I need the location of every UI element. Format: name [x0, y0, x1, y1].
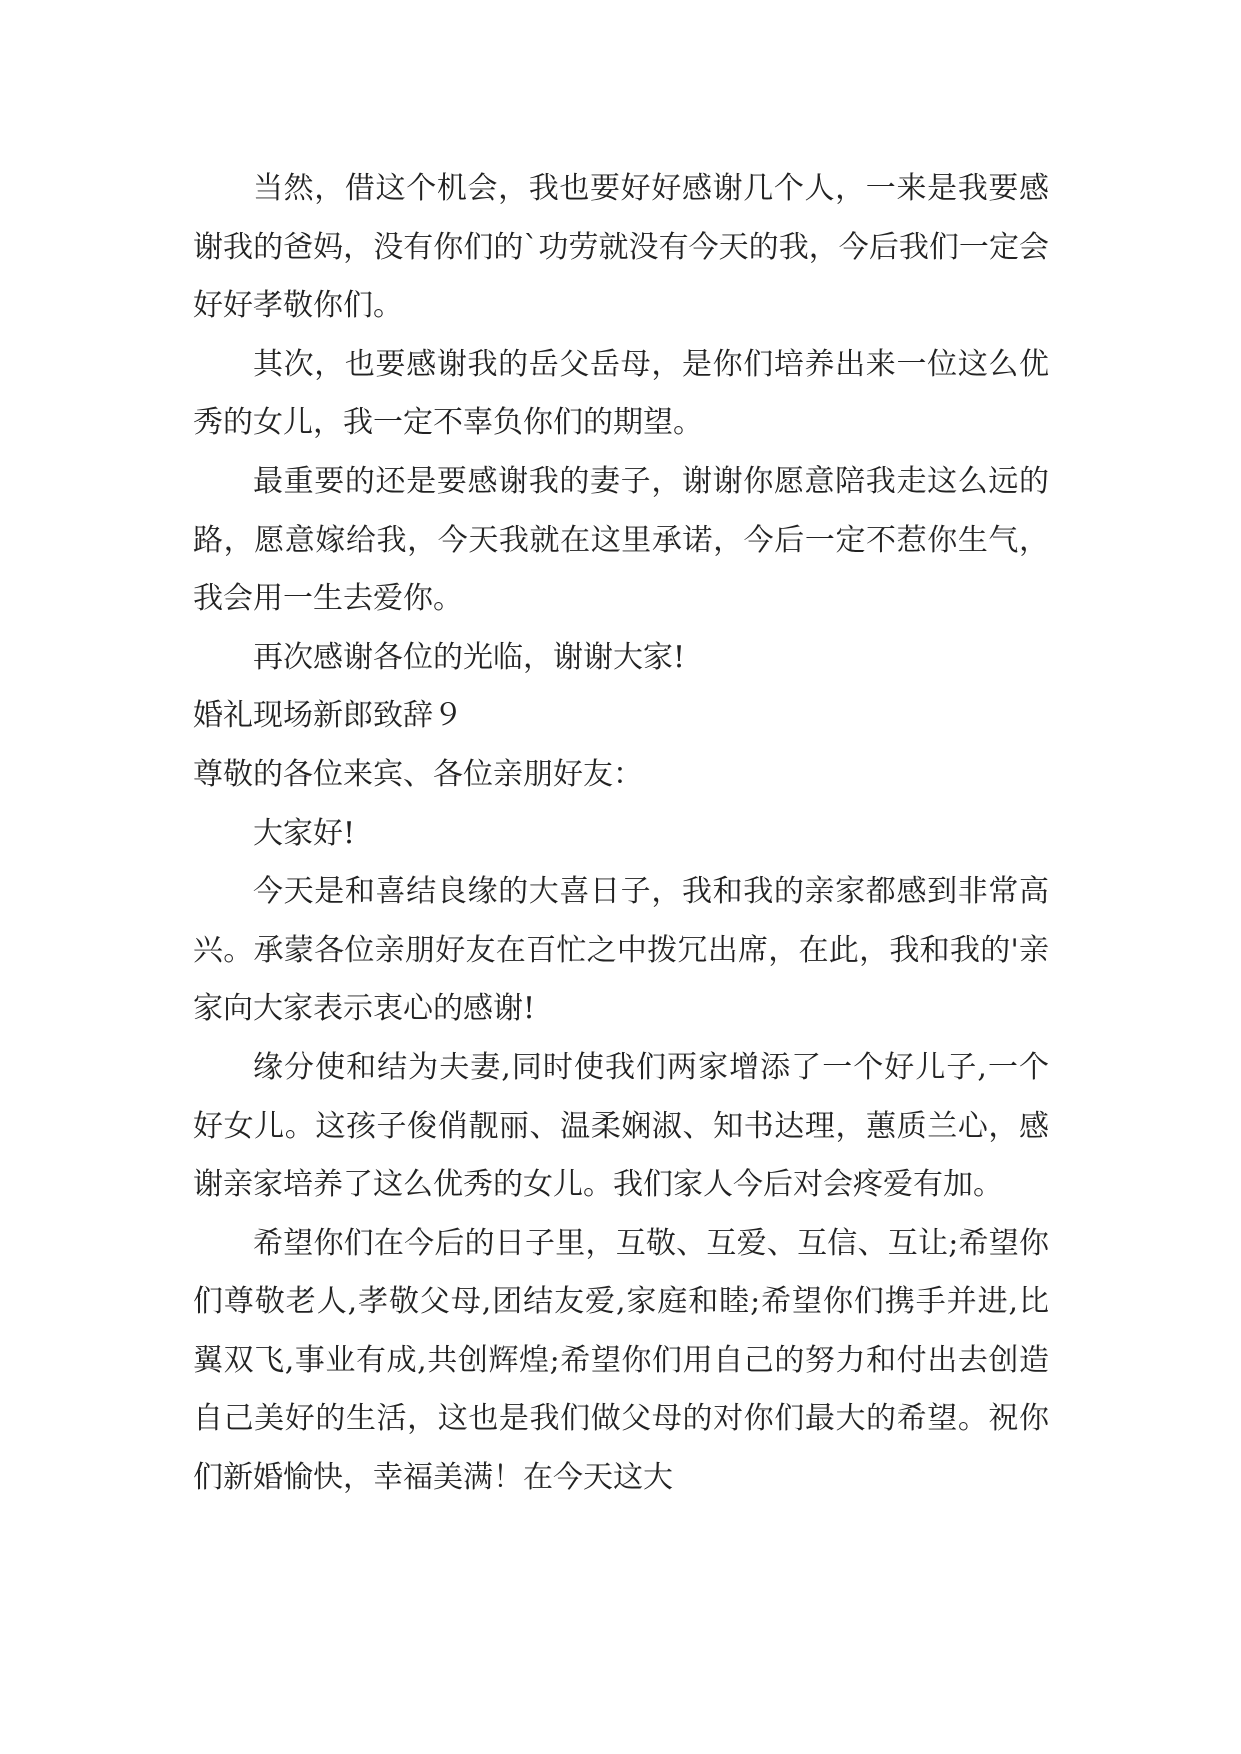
document-body	[193, 160, 1049, 1508]
section-title: 婚礼现场新郎致辞９	[193, 698, 463, 734]
paragraph-closing-thanks: 再次感谢各位的光临，谢谢大家!	[253, 639, 686, 675]
paragraph-wedding-day: 今天是和喜结良缘的大喜日子，我和我的亲家都感到非常高兴。承蒙各位亲朋好友在百忙之中拨冗出席，在此，我和我的'亲家向大家表示衷心的感谢!	[193, 874, 1049, 1027]
paragraph-greeting: 大家好!	[253, 815, 356, 851]
paragraph-union: 缘分使和结为夫妻,同时使我们两家增添了一个好儿子,一个好女儿。这孩子俊俏靓丽、温柔娴淑、知书达理，蕙质兰心，感谢亲家培养了这么优秀的女儿。我们家人今后对会疼爱有加。	[193, 1049, 1049, 1203]
paragraph-thanks-wife: 最重要的还是要感谢我的妻子，谢谢你愿意陪我走这么远的路，愿意嫁给我，今天我就在这里承诺，今后一定不惹你生气，我会用一生去爱你。	[193, 463, 1049, 617]
salutation: 尊敬的各位来宾、各位亲朋好友：	[193, 756, 643, 792]
paragraph-thanks-parents: 当然，借这个机会，我也要好好感谢几个人，一来是我要感谢我的爸妈，没有你们的`功劳就没有今天的我，今后我们一定会好好孝敬你们。	[193, 171, 1049, 324]
paragraph-thanks-in-laws: 其次，也要感谢我的岳父岳母，是你们培养出来一位这么优秀的女儿，我一定不辜负你们的期望。	[193, 346, 1049, 441]
paragraph-wishes: 希望你们在今后的日子里，互敬、互爱、互信、互让;希望你们尊敬老人,孝敬父母,团结友爱,家庭和睦;希望你们携手并进,比翼双飞,事业有成,共创辉煌;希望你们用自己的努力和付出去创造自己美好的生活，这也是我们做父母的对你们最大的希望。祝你们新婚愉快，幸福美满！在今天这大	[193, 1225, 1049, 1496]
